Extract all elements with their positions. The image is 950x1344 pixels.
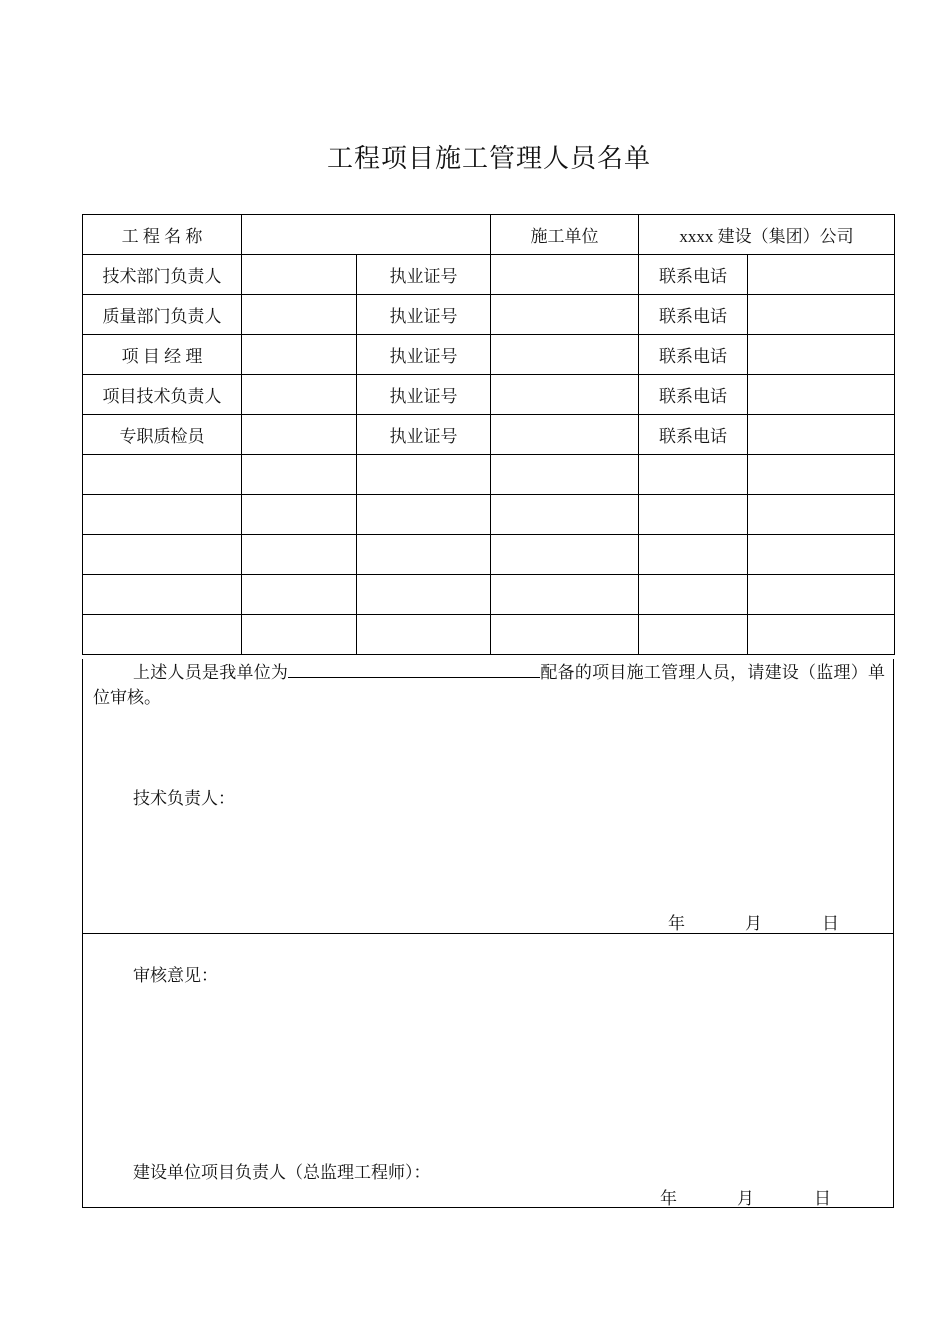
phone-label: 联系电话 — [639, 335, 748, 375]
statement-paragraph — [93, 659, 885, 710]
construction-unit-value: xxxx 建设（集团）公司 — [639, 215, 895, 255]
role-label: 项目技术负责人 — [83, 375, 242, 415]
empty-row — [83, 615, 895, 655]
construction-unit-label: 施工单位 — [491, 215, 639, 255]
empty-cell[interactable] — [242, 575, 357, 615]
empty-cell[interactable] — [491, 455, 639, 495]
empty-cell[interactable] — [748, 495, 895, 535]
year-label: 年 — [660, 1189, 677, 1208]
empty-cell[interactable] — [491, 535, 639, 575]
empty-cell[interactable] — [491, 495, 639, 535]
empty-cell[interactable] — [639, 615, 748, 655]
cert-field[interactable] — [491, 295, 639, 335]
personnel-table — [82, 214, 895, 655]
cert-label: 执业证号 — [357, 255, 491, 295]
phone-label: 联系电话 — [639, 295, 748, 335]
empty-cell[interactable] — [491, 575, 639, 615]
project-row — [83, 215, 895, 255]
phone-field[interactable] — [748, 295, 895, 335]
month-label: 月 — [737, 1189, 754, 1208]
empty-cell[interactable] — [491, 615, 639, 655]
name-field[interactable] — [242, 415, 357, 455]
empty-cell[interactable] — [357, 535, 491, 575]
empty-cell[interactable] — [639, 535, 748, 575]
cert-label: 执业证号 — [357, 375, 491, 415]
role-label: 质量部门负责人 — [83, 295, 242, 335]
review-date — [660, 1184, 891, 1209]
empty-row — [83, 495, 895, 535]
empty-cell[interactable] — [83, 455, 242, 495]
role-label: 技术部门负责人 — [83, 255, 242, 295]
day-label: 日 — [814, 1189, 831, 1208]
empty-cell[interactable] — [83, 615, 242, 655]
statement-section — [82, 659, 894, 934]
empty-cell[interactable] — [748, 615, 895, 655]
table-row — [83, 295, 895, 335]
empty-cell[interactable] — [639, 495, 748, 535]
project-blank-field[interactable] — [288, 659, 540, 678]
owner-signature-label: 建设单位项目负责人（总监理工程师）： — [133, 1163, 431, 1182]
role-label: 专职质检员 — [83, 415, 242, 455]
cert-label: 执业证号 — [357, 335, 491, 375]
project-name-label: 工 程 名 称 — [83, 215, 242, 255]
role-label: 项 目 经 理 — [83, 335, 242, 375]
statement-text-before: 上述人员是我单位为 — [133, 663, 289, 682]
review-opinion-label: 审核意见： — [133, 966, 218, 985]
phone-field[interactable] — [748, 335, 895, 375]
page-title: 工程项目施工管理人员名单 — [326, 144, 651, 174]
cert-label: 执业证号 — [357, 295, 491, 335]
empty-cell[interactable] — [242, 495, 357, 535]
name-field[interactable] — [242, 335, 357, 375]
empty-row — [83, 535, 895, 575]
table-row — [83, 335, 895, 375]
empty-cell[interactable] — [748, 535, 895, 575]
empty-cell[interactable] — [83, 495, 242, 535]
day-label: 日 — [822, 914, 839, 933]
empty-cell[interactable] — [357, 615, 491, 655]
statement-text-after: 配备的项目施工管理人员，请建设（监理）单位审核。 — [93, 663, 886, 707]
phone-field[interactable] — [748, 255, 895, 295]
empty-cell[interactable] — [639, 575, 748, 615]
phone-label: 联系电话 — [639, 415, 748, 455]
cert-field[interactable] — [491, 255, 639, 295]
name-field[interactable] — [242, 255, 357, 295]
empty-cell[interactable] — [357, 495, 491, 535]
project-name-field[interactable] — [242, 215, 491, 255]
cert-field[interactable] — [491, 335, 639, 375]
empty-row — [83, 455, 895, 495]
cert-label: 执业证号 — [357, 415, 491, 455]
table-row — [83, 415, 895, 455]
cert-field[interactable] — [491, 415, 639, 455]
empty-cell[interactable] — [639, 455, 748, 495]
name-field[interactable] — [242, 375, 357, 415]
phone-label: 联系电话 — [639, 375, 748, 415]
empty-cell[interactable] — [357, 455, 491, 495]
name-field[interactable] — [242, 295, 357, 335]
year-label: 年 — [668, 914, 685, 933]
cert-field[interactable] — [491, 375, 639, 415]
review-section — [82, 934, 894, 1208]
empty-cell[interactable] — [242, 615, 357, 655]
empty-cell[interactable] — [242, 455, 357, 495]
statement-date — [668, 909, 899, 934]
table-row — [83, 375, 895, 415]
empty-cell[interactable] — [242, 535, 357, 575]
empty-cell[interactable] — [83, 535, 242, 575]
empty-row — [83, 575, 895, 615]
empty-cell[interactable] — [83, 575, 242, 615]
empty-cell[interactable] — [748, 455, 895, 495]
phone-field[interactable] — [748, 375, 895, 415]
tech-lead-signature-label: 技术负责人： — [133, 789, 235, 808]
empty-cell[interactable] — [357, 575, 491, 615]
month-label: 月 — [745, 914, 762, 933]
phone-field[interactable] — [748, 415, 895, 455]
table-row — [83, 255, 895, 295]
empty-cell[interactable] — [748, 575, 895, 615]
phone-label: 联系电话 — [639, 255, 748, 295]
